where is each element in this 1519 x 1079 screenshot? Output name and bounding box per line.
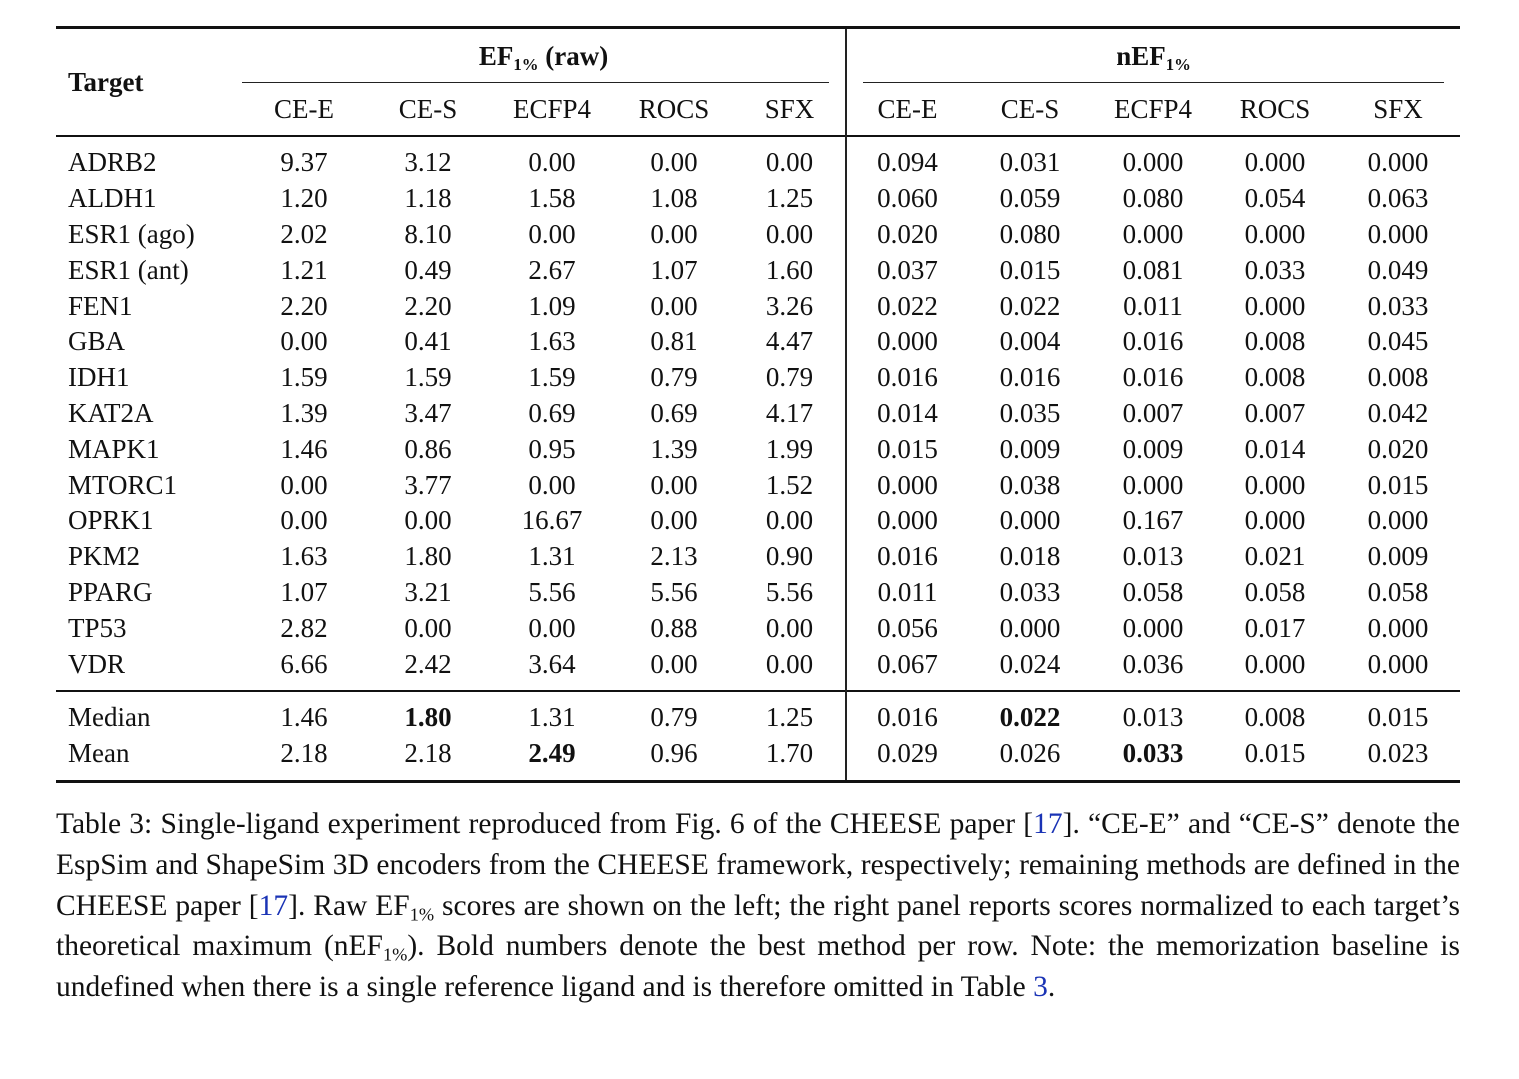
column-header-row: [56, 83, 1460, 136]
normalized-score-cell: 0.007: [1244, 397, 1306, 428]
raw-score-cell: 0.79: [650, 362, 698, 393]
normalized-score-cell: 0.063: [1367, 183, 1429, 214]
raw-score-cell: 1.60: [734, 252, 846, 288]
normalized-score-cell: 0.022: [877, 290, 938, 321]
caption-text: ). Bold numbers denote the best method per row. Note: the memorization baseline is undefined when there is a single reference ligand and is therefore omitted in Table: [56, 930, 1460, 1004]
raw-score-cell: 1.58: [528, 183, 576, 214]
raw-score-cell: 1.21: [280, 254, 328, 285]
target-name: ADRB2: [68, 147, 157, 178]
caption-text: ]. Raw EF: [288, 889, 410, 922]
data-rows: [56, 136, 1460, 691]
raw-score-cell: 1.99: [734, 431, 846, 467]
normalized-score-cell: 0.000: [1367, 218, 1429, 249]
raw-score-cell: 0.00: [734, 136, 846, 181]
normalized-score-cell: 0.016: [877, 362, 938, 393]
normalized-score-cell: 0.015: [999, 254, 1061, 285]
table-row: [56, 539, 1460, 575]
raw-score-cell: 0.00: [528, 612, 576, 643]
raw-score-cell: 1.63: [528, 326, 576, 357]
target-name: PKM2: [68, 541, 141, 572]
group-header-normalized: [846, 28, 1460, 84]
table-row: [56, 288, 1460, 324]
normalized-score-cell: 0.056: [877, 612, 938, 643]
normalized-score-cell: 0.000: [877, 469, 938, 500]
raw-score-cell: 1.46: [280, 433, 328, 464]
summary-normalized-cell: 0.015: [1244, 738, 1306, 769]
column-header: SFX: [734, 83, 846, 136]
normalized-score-cell: 0.000: [1122, 218, 1184, 249]
group-header-raw: [242, 28, 846, 84]
normalized-score-cell: 0.037: [877, 254, 938, 285]
normalized-score-cell: 0.011: [877, 576, 938, 607]
raw-score-cell: 0.41: [404, 326, 452, 357]
raw-score-cell: 2.20: [280, 290, 328, 321]
normalized-score-cell: 0.033: [999, 576, 1061, 607]
normalized-score-cell: 0.000: [1244, 505, 1306, 536]
raw-score-cell: 0.00: [280, 505, 328, 536]
raw-score-cell: 0.86: [404, 433, 452, 464]
normalized-score-cell: 0.080: [999, 218, 1061, 249]
normalized-score-cell: 0.004: [999, 326, 1061, 357]
raw-score-cell: 0.69: [650, 397, 698, 428]
normalized-score-cell: 0.038: [999, 469, 1061, 500]
normalized-score-cell: 0.000: [1244, 469, 1306, 500]
normalized-score-cell: 0.016: [999, 362, 1061, 393]
raw-score-cell: 0.00: [280, 469, 328, 500]
summary-normalized-cell: 0.029: [877, 738, 938, 769]
raw-score-cell: 0.00: [528, 218, 576, 249]
normalized-score-cell: 0.036: [1122, 648, 1184, 679]
raw-score-cell: 1.09: [528, 290, 576, 321]
raw-score-cell: 0.90: [734, 539, 846, 575]
raw-score-cell: 0.00: [528, 469, 576, 500]
normalized-score-cell: 0.067: [877, 648, 938, 679]
raw-score-cell: 1.07: [280, 576, 328, 607]
normalized-score-cell: 0.014: [1244, 433, 1306, 464]
normalized-score-cell: 0.021: [1244, 541, 1306, 572]
normalized-score-cell: 0.000: [1244, 218, 1306, 249]
citation-link[interactable]: 17: [1033, 808, 1063, 840]
summary-normalized-cell: 0.015: [1367, 702, 1429, 733]
normalized-score-cell: 0.000: [1122, 612, 1184, 643]
column-header: CE-E: [877, 93, 938, 124]
normalized-score-cell: 0.080: [1122, 183, 1184, 214]
raw-score-cell: 1.25: [734, 181, 846, 217]
target-name: ALDH1: [68, 183, 157, 214]
normalized-score-cell: 0.018: [999, 541, 1061, 572]
normalized-score-cell: 0.000: [1122, 147, 1184, 178]
target-name: GBA: [68, 326, 126, 357]
raw-score-cell: 0.00: [650, 147, 698, 178]
column-header: CE-S: [1000, 93, 1060, 124]
raw-score-cell: 5.56: [650, 576, 698, 607]
normalized-score-cell: 0.058: [1367, 576, 1429, 607]
citation-link[interactable]: 17: [258, 889, 289, 922]
column-header: ECFP4: [1114, 93, 1193, 124]
table-row: [56, 136, 1460, 181]
summary-normalized-cell: 0.016: [877, 702, 938, 733]
normalized-score-cell: 0.081: [1122, 254, 1184, 285]
normalized-score-cell: 0.024: [999, 648, 1061, 679]
raw-score-cell: 8.10: [404, 218, 452, 249]
column-header: CE-E: [274, 93, 334, 124]
raw-score-cell: 3.77: [404, 469, 452, 500]
normalized-score-cell: 0.008: [1244, 362, 1306, 393]
raw-score-cell: 1.59: [404, 362, 452, 393]
summary-raw-cell: 2.18: [404, 738, 452, 769]
normalized-score-cell: 0.009: [999, 433, 1061, 464]
column-header: SFX: [1373, 93, 1423, 124]
normalized-score-cell: 0.167: [1122, 505, 1184, 536]
normalized-score-cell: 0.045: [1367, 326, 1429, 357]
group-raw-suffix: (raw): [538, 40, 609, 71]
raw-score-cell: 1.08: [650, 183, 698, 214]
raw-score-cell: 1.59: [528, 362, 576, 393]
normalized-score-cell: 0.009: [1122, 433, 1184, 464]
summary-normalized-cell: 0.033: [1122, 738, 1184, 769]
raw-score-cell: 3.12: [404, 147, 452, 178]
summary-normalized-cell: 0.026: [999, 738, 1061, 769]
caption-subscript: 1%: [409, 904, 435, 925]
table-row: [56, 431, 1460, 467]
raw-score-cell: 4.47: [734, 324, 846, 360]
normalized-score-cell: 0.049: [1367, 254, 1429, 285]
summary-raw-cell: 1.25: [734, 691, 846, 736]
table-caption: [56, 804, 1460, 1008]
table-row: [56, 324, 1460, 360]
normalized-score-cell: 0.059: [999, 183, 1061, 214]
target-name: PPARG: [68, 576, 153, 607]
table-row: [56, 646, 1460, 691]
summary-normalized-cell: 0.022: [999, 702, 1061, 733]
target-name: VDR: [68, 648, 126, 679]
normalized-score-cell: 0.000: [1244, 147, 1306, 178]
summary-raw-cell: 1.70: [734, 736, 846, 782]
target-name: OPRK1: [68, 505, 154, 536]
caption-text: .: [1047, 971, 1056, 1004]
summary-label: Median: [68, 702, 151, 733]
normalized-score-cell: 0.015: [1367, 469, 1429, 500]
normalized-score-cell: 0.008: [1367, 362, 1429, 393]
normalized-score-cell: 0.094: [877, 147, 938, 178]
normalized-score-cell: 0.016: [1122, 326, 1184, 357]
normalized-score-cell: 0.016: [877, 541, 938, 572]
summary-raw-cell: 2.49: [528, 738, 576, 769]
summary-normalized-cell: 0.008: [1244, 702, 1306, 733]
raw-score-cell: 0.00: [734, 646, 846, 691]
column-header: ROCS: [638, 93, 710, 124]
normalized-score-cell: 0.022: [999, 290, 1061, 321]
normalized-score-cell: 0.000: [1244, 290, 1306, 321]
summary-row: [56, 691, 1460, 736]
target-name: MTORC1: [68, 469, 178, 500]
results-table-container: [56, 26, 1460, 783]
normalized-score-cell: 0.011: [1123, 290, 1183, 321]
column-header: ROCS: [1239, 93, 1311, 124]
raw-score-cell: 2.82: [280, 612, 328, 643]
raw-score-cell: 0.00: [650, 648, 698, 679]
raw-score-cell: 3.64: [528, 648, 576, 679]
raw-score-cell: 1.80: [404, 541, 452, 572]
summary-row: [56, 736, 1460, 782]
normalized-score-cell: 0.000: [1244, 648, 1306, 679]
raw-score-cell: 2.67: [528, 254, 576, 285]
normalized-score-cell: 0.054: [1244, 183, 1306, 214]
normalized-score-cell: 0.000: [1122, 469, 1184, 500]
raw-score-cell: 0.88: [650, 612, 698, 643]
target-header: Target: [68, 66, 144, 97]
raw-score-cell: 0.00: [734, 503, 846, 539]
raw-score-cell: 1.20: [280, 183, 328, 214]
normalized-score-cell: 0.020: [877, 218, 938, 249]
normalized-score-cell: 0.000: [999, 612, 1061, 643]
raw-score-cell: 0.00: [650, 290, 698, 321]
summary-raw-cell: 1.46: [280, 702, 328, 733]
normalized-score-cell: 0.015: [877, 433, 938, 464]
normalized-score-cell: 0.017: [1244, 612, 1306, 643]
normalized-score-cell: 0.033: [1367, 290, 1429, 321]
table-row: [56, 467, 1460, 503]
caption-text: Table 3: Single-ligand experiment reproduced from Fig. 6 of the CHEESE paper [: [56, 808, 1034, 840]
table-row: [56, 217, 1460, 253]
raw-score-cell: 4.17: [734, 396, 846, 432]
caption-text: scores are shown on the left; the right panel reports scores normalized to each target’s theoretical maximum (nEF: [56, 889, 1461, 963]
raw-score-cell: 1.31: [528, 541, 576, 572]
raw-score-cell: 2.20: [404, 290, 452, 321]
table-row: [56, 360, 1460, 396]
normalized-score-cell: 0.008: [1244, 326, 1306, 357]
normalized-score-cell: 0.031: [999, 147, 1061, 178]
summary-label: Mean: [68, 738, 130, 769]
normalized-score-cell: 0.000: [999, 505, 1061, 536]
target-name: TP53: [68, 612, 127, 643]
target-name: MAPK1: [68, 433, 160, 464]
normalized-score-cell: 0.016: [1122, 362, 1184, 393]
summary-raw-cell: 1.31: [528, 702, 576, 733]
target-name: KAT2A: [68, 397, 154, 428]
normalized-score-cell: 0.035: [999, 397, 1061, 428]
normalized-score-cell: 0.013: [1122, 541, 1184, 572]
raw-score-cell: 0.00: [404, 612, 452, 643]
table-row: [56, 503, 1460, 539]
raw-score-cell: 0.00: [734, 217, 846, 253]
target-name: IDH1: [68, 362, 130, 393]
raw-score-cell: 3.47: [404, 397, 452, 428]
raw-score-cell: 0.95: [528, 433, 576, 464]
table-ref-link[interactable]: 3: [1033, 971, 1048, 1004]
summary-rows: [56, 691, 1460, 782]
raw-score-cell: 3.26: [734, 288, 846, 324]
table-row: [56, 575, 1460, 611]
raw-score-cell: 0.69: [528, 397, 576, 428]
summary-normalized-cell: 0.013: [1122, 702, 1184, 733]
caption-subscript: 1%: [382, 944, 408, 965]
table-row: [56, 396, 1460, 432]
normalized-score-cell: 0.060: [877, 183, 938, 214]
raw-score-cell: 1.39: [650, 433, 698, 464]
raw-score-cell: 16.67: [521, 505, 583, 536]
normalized-score-cell: 0.000: [877, 326, 938, 357]
column-header: CE-S: [398, 93, 458, 124]
raw-score-cell: 0.00: [650, 469, 698, 500]
normalized-score-cell: 0.014: [877, 397, 938, 428]
table-row: [56, 252, 1460, 288]
raw-score-cell: 2.02: [280, 218, 328, 249]
summary-raw-cell: 0.79: [650, 702, 698, 733]
normalized-score-cell: 0.058: [1122, 576, 1184, 607]
normalized-score-cell: 0.058: [1244, 576, 1306, 607]
normalized-score-cell: 0.020: [1367, 433, 1429, 464]
summary-raw-cell: 2.18: [280, 738, 328, 769]
raw-score-cell: 9.37: [280, 147, 328, 178]
raw-score-cell: 1.39: [280, 397, 328, 428]
raw-score-cell: 0.49: [404, 254, 452, 285]
normalized-score-cell: 0.042: [1367, 397, 1429, 428]
summary-normalized-cell: 0.023: [1367, 738, 1429, 769]
target-name: ESR1 (ago): [68, 218, 195, 249]
group-raw-base: EF: [478, 40, 514, 71]
raw-score-cell: 6.66: [280, 648, 328, 679]
caption-text: ]. “CE-E” and “CE-S” denote the EspSim and ShapeSim 3D encoders from the CHEESE framework, respectively; remaining methods are defined in the CHEESE paper [: [56, 808, 1460, 922]
normalized-score-cell: 0.000: [1367, 147, 1429, 178]
summary-raw-cell: 0.96: [650, 738, 698, 769]
target-name: FEN1: [68, 290, 133, 321]
group-raw-sub: 1%: [513, 54, 539, 74]
group-norm-sub: 1%: [1165, 54, 1191, 74]
raw-score-cell: 1.18: [404, 183, 452, 214]
raw-score-cell: 0.00: [734, 610, 846, 646]
table-row: [56, 610, 1460, 646]
normalized-score-cell: 0.000: [1367, 505, 1429, 536]
normalized-score-cell: 0.000: [877, 505, 938, 536]
normalized-score-cell: 0.009: [1367, 541, 1429, 572]
results-table: [56, 26, 1460, 783]
raw-score-cell: 5.56: [734, 575, 846, 611]
group-norm-base: nEF: [1116, 40, 1166, 71]
raw-score-cell: 0.81: [650, 326, 698, 357]
target-name: ESR1 (ant): [68, 254, 189, 285]
raw-score-cell: 2.42: [404, 648, 452, 679]
normalized-score-cell: 0.000: [1367, 648, 1429, 679]
raw-score-cell: 3.21: [404, 576, 452, 607]
raw-score-cell: 5.56: [528, 576, 576, 607]
normalized-score-cell: 0.033: [1244, 254, 1306, 285]
raw-score-cell: 1.63: [280, 541, 328, 572]
raw-score-cell: 0.00: [404, 505, 452, 536]
raw-score-cell: 1.52: [734, 467, 846, 503]
summary-raw-cell: 1.80: [404, 702, 452, 733]
table-row: [56, 181, 1460, 217]
raw-score-cell: 0.00: [528, 147, 576, 178]
raw-score-cell: 1.07: [650, 254, 698, 285]
raw-score-cell: 1.59: [280, 362, 328, 393]
raw-score-cell: 2.13: [650, 541, 698, 572]
raw-score-cell: 0.00: [280, 326, 328, 357]
raw-score-cell: 0.79: [734, 360, 846, 396]
column-header: ECFP4: [512, 93, 592, 124]
normalized-score-cell: 0.007: [1122, 397, 1184, 428]
raw-score-cell: 0.00: [650, 218, 698, 249]
normalized-score-cell: 0.000: [1367, 612, 1429, 643]
raw-score-cell: 0.00: [650, 505, 698, 536]
